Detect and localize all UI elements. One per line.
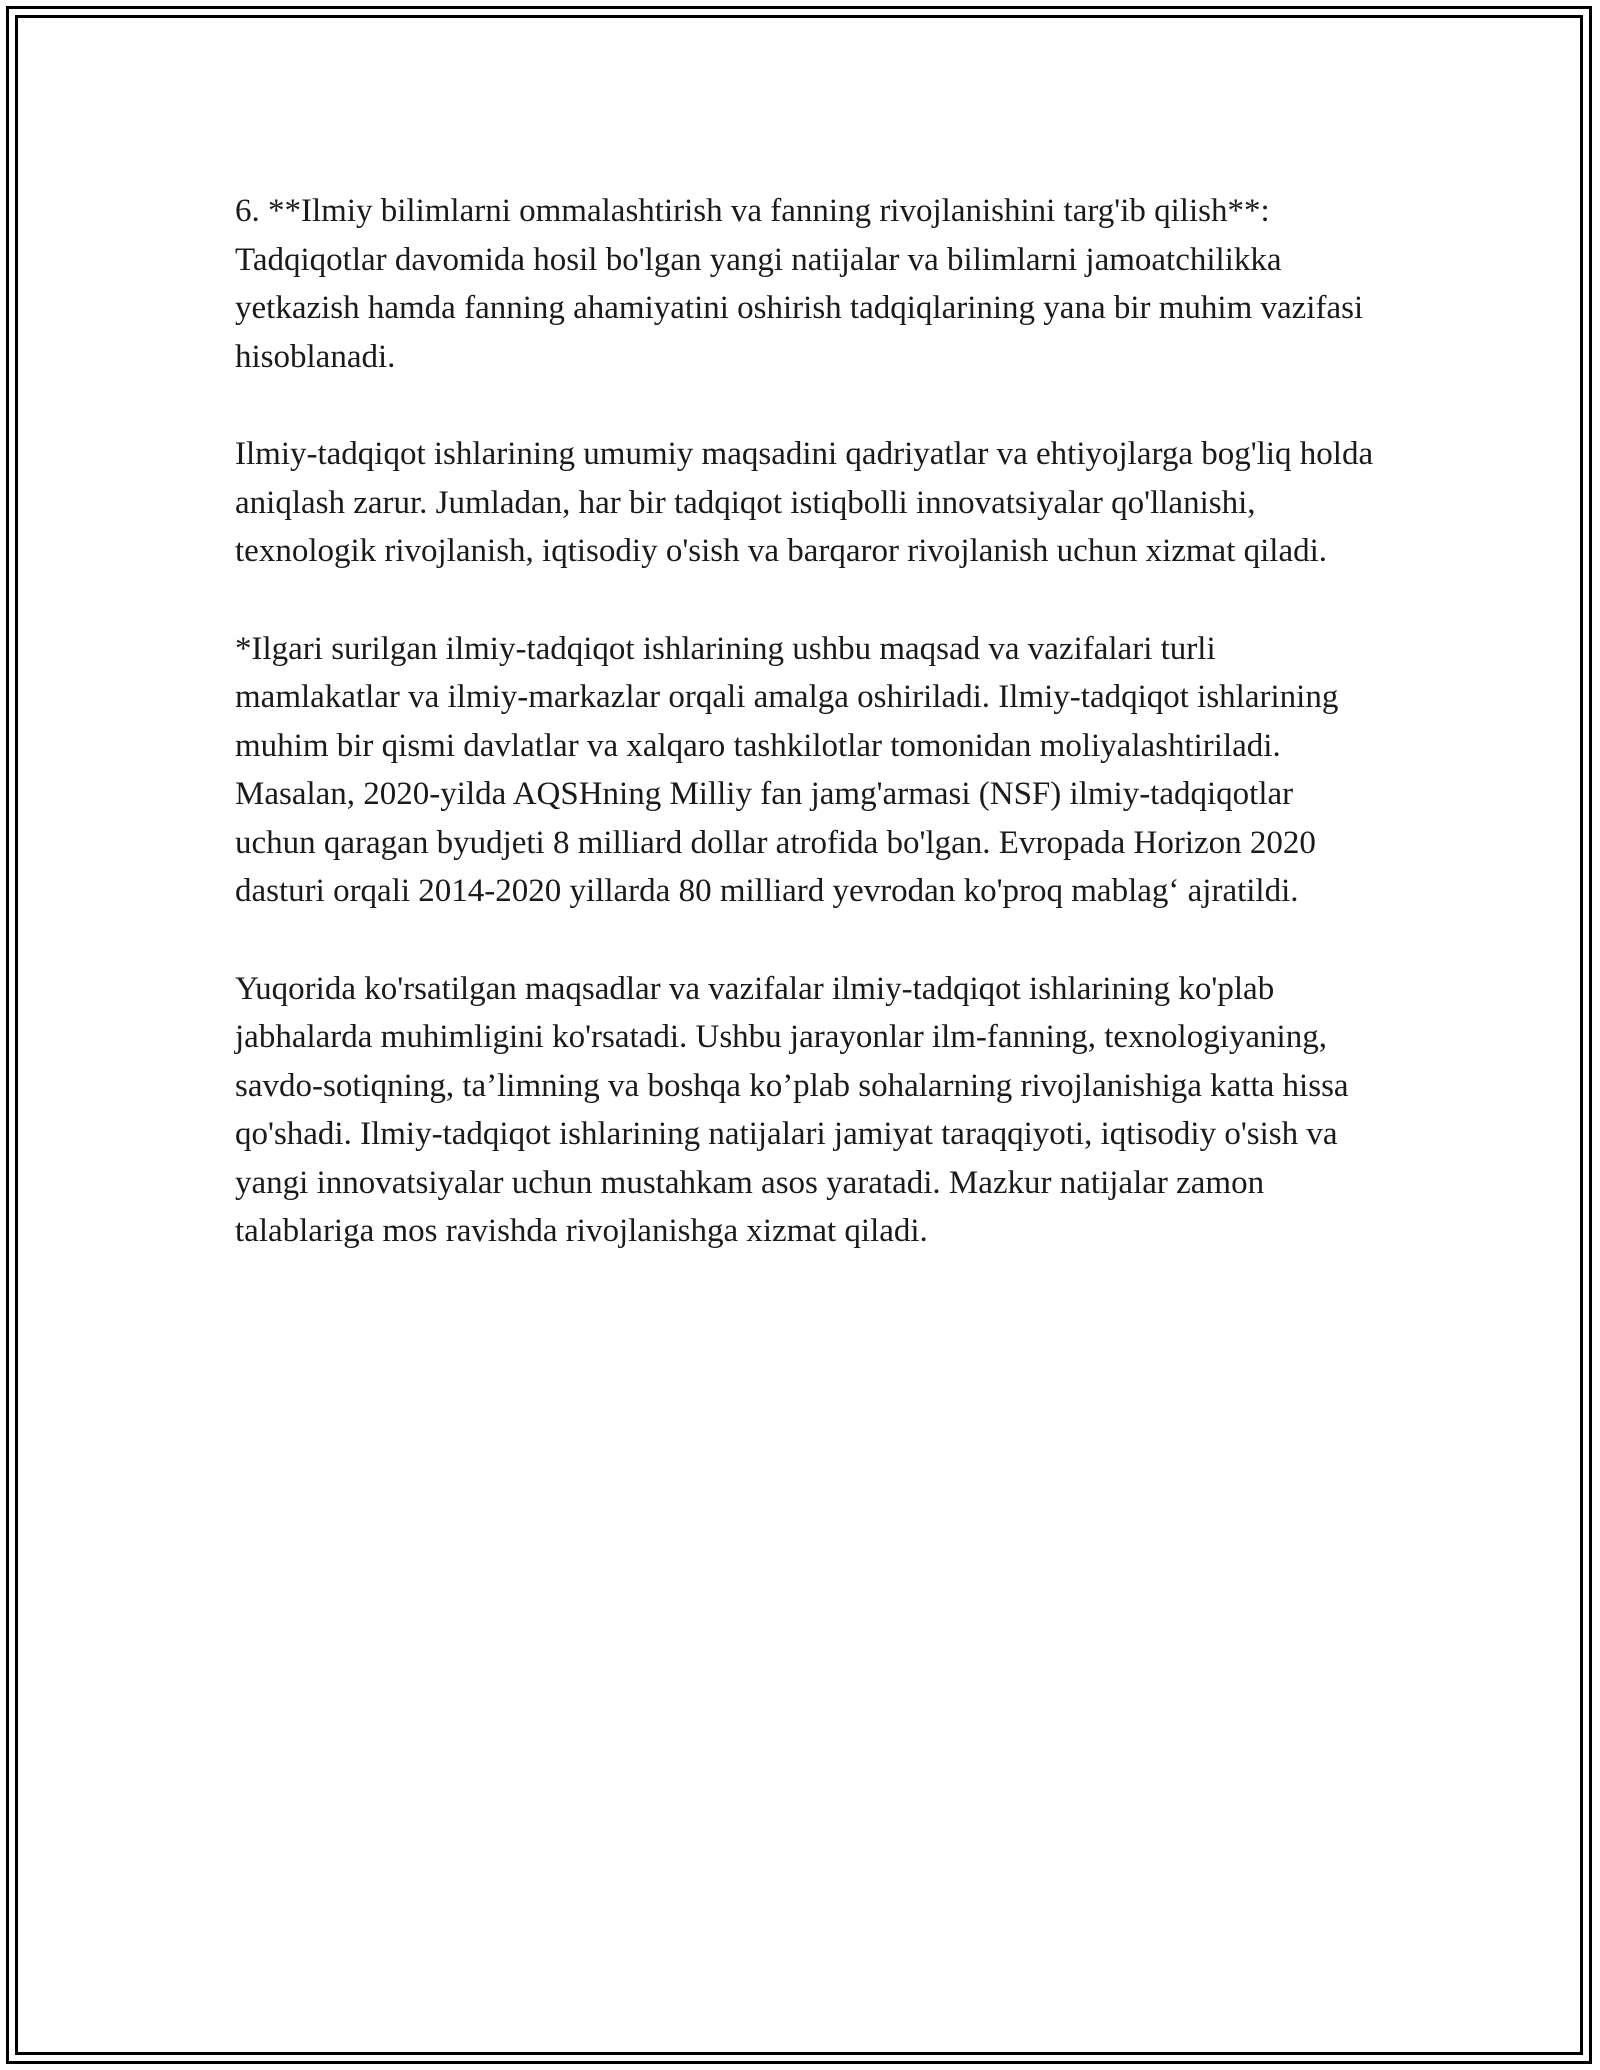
paragraph-1: 6. **Ilmiy bilimlarni ommalashtirish va fanning rivojlanishini targ'ib qilish**: Tadqiqotlar davomida hosil bo'lgan yangi natijalar va bilimlarni jamoatchilikka yetkazish hamda fanning ahamiyatini oshirish tadqiqlarining yana bir muhim vazifasi hisoblanadi. — [235, 193, 1364, 375]
document-body — [235, 187, 1375, 1305]
paragraph-4: Yuqorida ko'rsatilgan maqsadlar va vazifalar ilmiy-tadqiqot ishlarining ko'plab jabhalarda muhimligini ko'rsatadi. Ushbu jarayonlar ilm-fanning, texnologiyaning, savdo-sotiqning, ta’limning va boshqa ko’plab sohalarning rivojlanishiga katta hissa qo'shadi. Ilmiy-tadqiqot ishlarining natijalari jamiyat taraqqiyoti, iqtisodiy o'sish va yangi innovatsiyalar uchun mustahkam asos yaratadi. Mazkur natijalar zamon talablariga mos ravishda rivojlanishga xizmat qiladi. — [235, 970, 1349, 1249]
paragraph-3: *Ilgari surilgan ilmiy-tadqiqot ishlarining ushbu maqsad va vazifalari turli mamlakatlar va ilmiy-markazlar orqali amalga oshiriladi. Ilmiy-tadqiqot ishlarining muhim bir qismi davlatlar va xalqaro tashkilotlar tomonidan moliyalashtiriladi. Masalan, 2020-yilda AQSHning Milliy fan jamg'armasi (NSF) ilmiy-tadqiqotlar uchun qaragan byudjeti 8 milliard dollar atrofida bo'lgan. Evropada Horizon 2020 dasturi orqali 2014-2020 yillarda 80 milliard yevrodan ko'proq mablag‘ ajratildi. — [235, 630, 1339, 909]
paragraph-2: Ilmiy-tadqiqot ishlarining umumiy maqsadini qadriyatlar va ehtiyojlarga bog'liq holda aniqlash zarur. Jumladan, har bir tadqiqot istiqbolli innovatsiyalar qo'llanishi, texnologik rivojlanish, iqtisodiy o'sish va barqaror rivojlanish uchun xizmat qiladi. — [235, 436, 1374, 569]
